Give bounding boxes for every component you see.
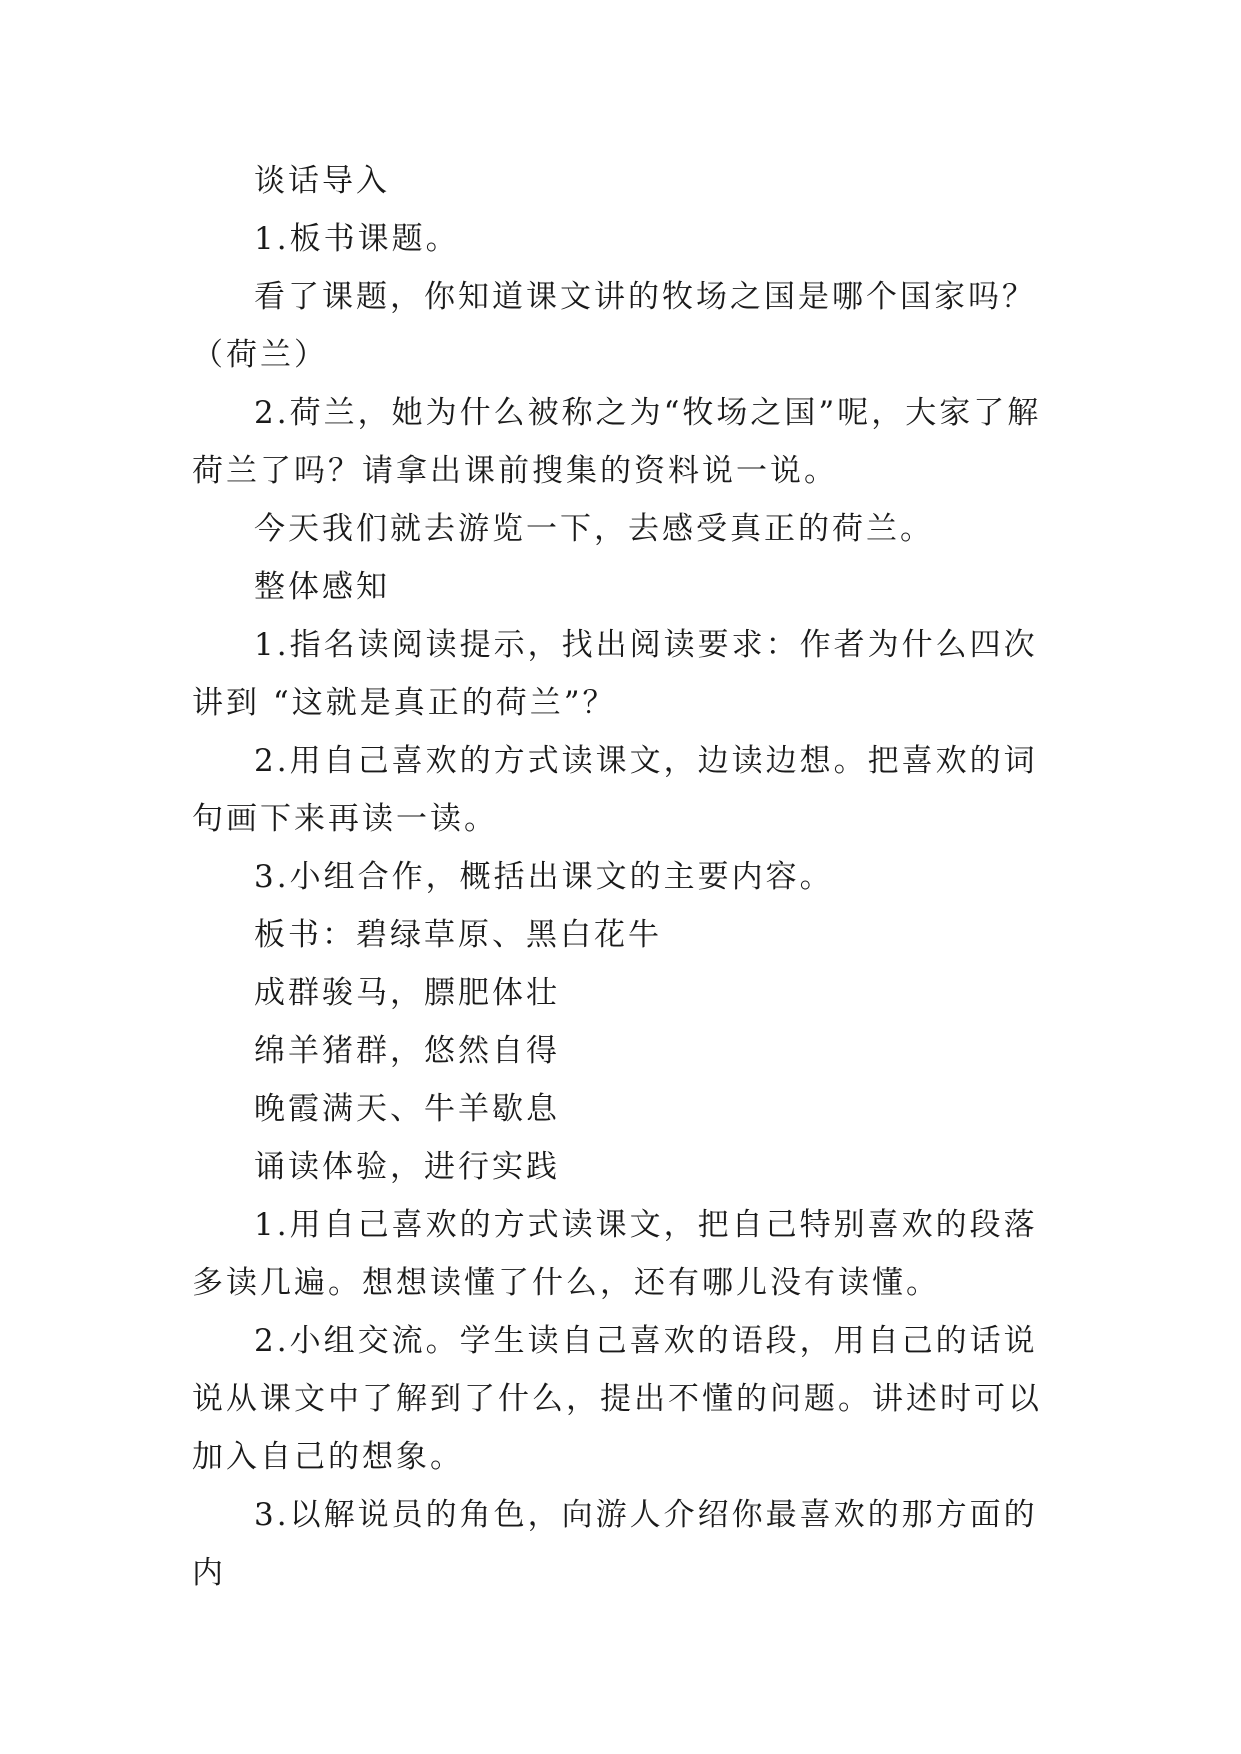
paragraph: 看了课题，你知道课文讲的牧场之国是哪个国家吗？（荷兰） — [192, 279, 1036, 373]
paragraph: 2.荷兰，她为什么被称之为“牧场之国”呢，大家了解荷兰了吗？请拿出课前搜集的资料说一说。 — [192, 395, 1042, 489]
paragraph: 1.板书课题。 — [254, 221, 460, 257]
blackboard-line: 成群骏马，膘肥体壮 — [254, 975, 560, 1011]
blackboard-line: 晚霞满天、牛羊歇息 — [254, 1091, 560, 1127]
paragraph: 1.用自己喜欢的方式读课文，把自己特别喜欢的段落多读几遍。想想读懂了什么，还有哪儿没有读懂。 — [192, 1207, 1038, 1301]
paragraph: 2.小组交流。学生读自己喜欢的语段，用自己的话说说从课文中了解到了什么，提出不懂的问题。讲述时可以加入自己的想象。 — [192, 1323, 1042, 1475]
paragraph: 3.小组合作，概括出课文的主要内容。 — [254, 859, 834, 895]
blackboard-line: 绵羊猪群，悠然自得 — [254, 1033, 560, 1069]
paragraph: 今天我们就去游览一下，去感受真正的荷兰。 — [254, 511, 934, 547]
section-heading: 谈话导入 — [254, 163, 390, 199]
paragraph: 1.指名读阅读提示，找出阅读要求：作者为什么四次讲到 “这就是真正的荷兰”？ — [192, 627, 1038, 721]
section-heading: 诵读体验，进行实践 — [254, 1149, 560, 1185]
section-heading: 整体感知 — [254, 569, 390, 605]
blackboard-line: 板书：碧绿草原、黑白花牛 — [254, 917, 662, 953]
paragraph: 2.用自己喜欢的方式读课文，边读边想。把喜欢的词句画下来再读一读。 — [192, 743, 1038, 837]
paragraph: 3.以解说员的角色，向游人介绍你最喜欢的那方面的内 — [192, 1497, 1038, 1591]
document-body — [192, 152, 1052, 1602]
